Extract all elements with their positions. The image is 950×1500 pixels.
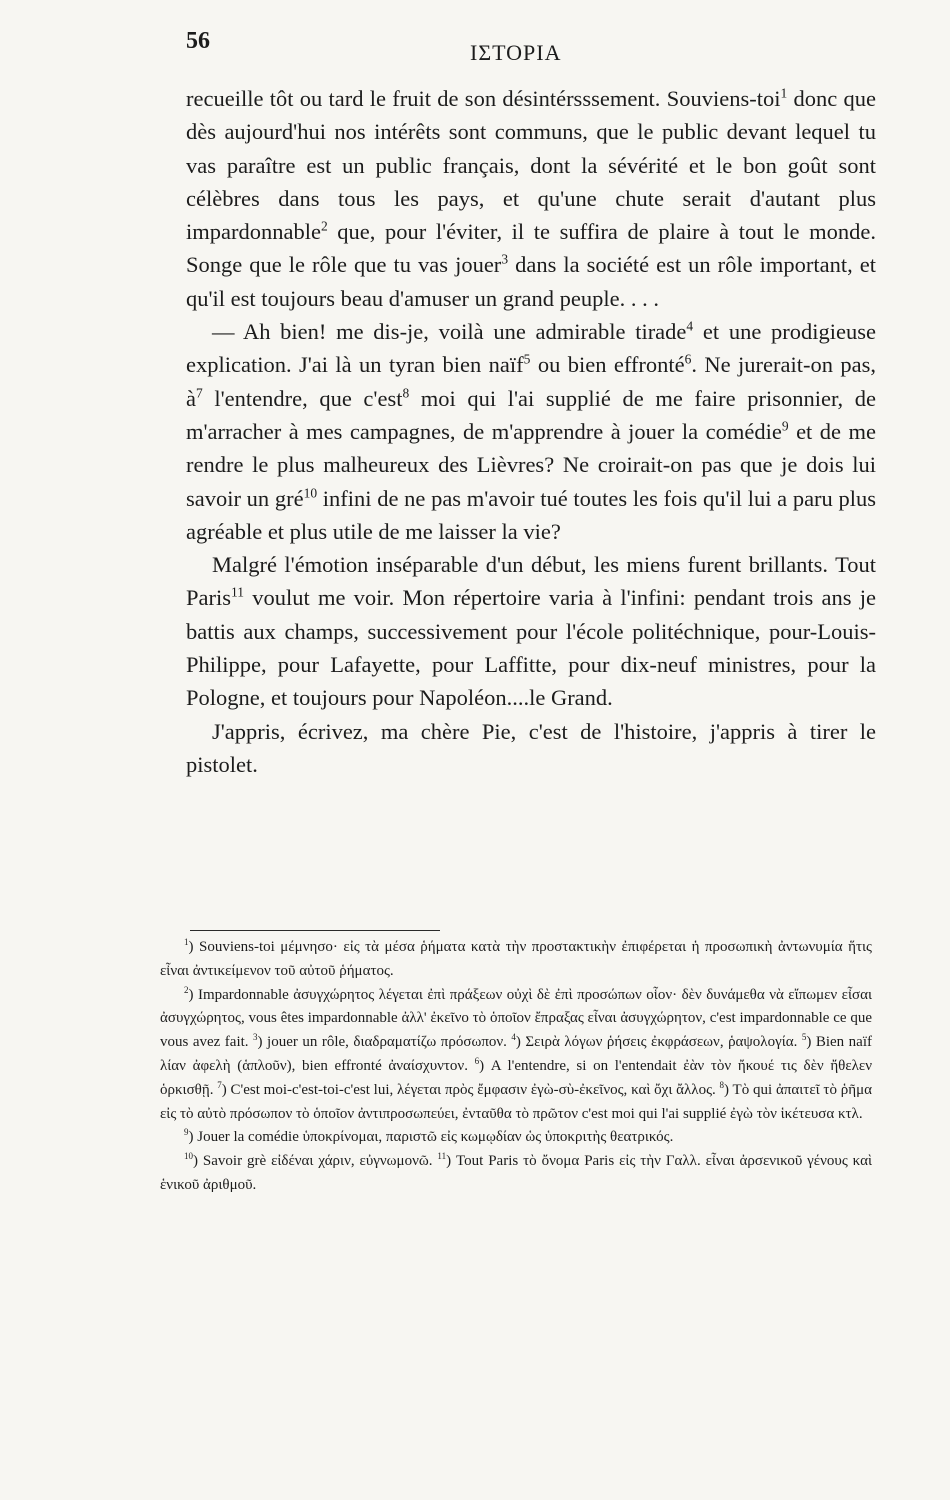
footnote-block-2	[160, 984, 872, 1127]
footnote-ref: 1	[780, 85, 788, 101]
text-run: moi qui l'ai supplié de me faire prisonnier, de m'arracher à mes campagnes, de m'apprendre à jouer la comédie	[186, 385, 876, 444]
text-run: et de me rendre le plus malheureux des Lièvres? Ne croirait-on pas que je dois lui savoir un gré	[186, 418, 876, 511]
footnote-block-4	[160, 1150, 872, 1198]
footnote-number: 9	[184, 1127, 189, 1138]
footnote-text: ) Impardonnable ἀσυγχώρητος λέγεται ἐπὶ πράξεων οὐχὶ δὲ ἐπὶ προσώπων οἷον· δὲν δυνάμεθα νὰ εἴπωμεν εἶσαι ἀσυγχώρητος, vous êtes impardonnable ἀλλ' ἐκεῖνο τὸ ὁποῖον ἔπραξας εἶναι ἀσυγχώρητον, c'est impardonnable ce que vous avez fait.	[160, 986, 872, 1051]
text-run: recueille tôt ou tard le fruit de son désintérsssement. Souviens-toi	[186, 86, 781, 111]
text-run: — Ah bien! me dis-je, voilà une admirable tirade	[212, 319, 687, 345]
text-run: donc que dès aujourd'hui nos intérêts sont communs, que le public devant lequel tu vas paraître est un public français, dont la sévérité et le bon goût sont célèbres dans tous les pays, et qu'une chute serait d'autant plus impardonnable	[186, 86, 876, 245]
text-run: et une prodigieuse explication. J'ai là un tyran bien naïf	[186, 319, 876, 378]
footnote-ref: 11	[231, 584, 244, 600]
footnote-text: ) Jouer la comédie ὑποκρίνομαι, παριστῶ εἰς κωμῳδίαν ὡς ὑποκριτὴς θεατρικός.	[188, 1129, 674, 1146]
footnote-number: 5	[801, 1032, 807, 1043]
footnote-ref: 3	[501, 251, 509, 267]
footnote-text: ) Souviens-toi μέμνησο· εἰς τὰ μέσα ῥήματα κατὰ τὴν προστακτικὴν ἐπιφέρεται ἡ προσωπικὴ ἀντωνυμία ἥτις εἶναι ἀντικείμενον τοῦ αὐτοῦ ῥήματος.	[160, 939, 872, 979]
footnote-text: ) jouer un rôle, διαδραματίζω πρόσωπον.	[257, 1034, 512, 1051]
text-run: l'entendre, que c'est	[202, 385, 403, 411]
footnote-text: ) C'est moi-c'est-toi-c'est lui, λέγεται πρὸς ἔμφασιν ἐγὼ-σὺ-ἐκεῖνος, καὶ ὄχι ἄλλος.	[221, 1081, 720, 1098]
footnote-ref: 5	[523, 351, 531, 367]
text-run: voulut me voir. Mon répertoire varia à l'infini: pendant trois ans je battis aux champs, successivement pour l'école politéchnique, pour-Louis-Philippe, pour Lafayette, pour Laffitte, pour dix-neuf ministres, pour la Pologne, et toujours pour Napoléon....le Grand.	[186, 585, 876, 711]
footnote-ref: 2	[320, 218, 328, 234]
footnote-number: 3	[253, 1032, 258, 1043]
text-run: dans la société est un rôle important, et qu'il est toujours beau d'amuser un grand peuple. . . .	[186, 252, 876, 311]
footnote-number: 1	[184, 937, 189, 947]
footnote-ref: 10	[303, 485, 318, 501]
footnote-rule	[190, 930, 440, 931]
paragraph-1	[186, 82, 876, 315]
running-head: ΙΣΤΟΡΙΑ	[470, 40, 562, 65]
text-run: ou bien effronté	[530, 352, 685, 378]
footnote-text: ) Σειρὰ λόγων ῥήσεις ἐκφράσεων, ῥαψολογία.	[515, 1034, 802, 1051]
footnote-text: ) A l'entendre, si on l'entendait ἐὰν τὸν ἤκουέ τις δὲν ἤθελεν ὁρκισθῇ.	[160, 1057, 873, 1098]
footnote-number: 7	[217, 1079, 222, 1090]
text-run: infini de ne pas m'avoir tué toutes les fois qu'il lui a paru plus agréable et plus utile de me laisser la vie?	[186, 485, 876, 544]
footnote-text: ) Bien naïf λίαν ἀφελὴ (ἁπλοῦν), bien effronté ἀναίσχυντον.	[160, 1034, 872, 1074]
footnote-ref: 6	[684, 351, 692, 367]
footnote-number: 6	[474, 1055, 480, 1066]
footnote-number: 2	[184, 984, 189, 995]
footnote-text: ) Τὸ qui ἀπαιτεῖ τὸ ῥῆμα εἰς τὸ αὐτὸ πρόσωπον τὸ ὁποῖον ἀντιπροσωπεύει, ἐνταῦθα τὸ πρῶτον c'est moi qui l'ai supplié ἐγὼ τὸν ἱκέτευσα κτλ.	[160, 1081, 872, 1122]
footnote-block-3	[160, 1126, 872, 1150]
footnote-text: ) Tout Paris τὸ ὄνομα Paris εἰς τὴν Γαλλ. εἶναι ἀρσενικοῦ γένους καὶ ἑνικοῦ ἀριθμοῦ.	[160, 1153, 873, 1193]
footnote-ref: 7	[196, 385, 203, 401]
footnote-number: 4	[511, 1032, 516, 1043]
paragraph-2	[186, 315, 876, 548]
paragraph-3	[186, 548, 876, 714]
footnote-ref: 4	[686, 318, 694, 334]
footnote-ref: 9	[781, 418, 789, 434]
footnote-number: 10	[184, 1151, 193, 1162]
footnotes	[160, 936, 872, 1198]
text-run: Malgré l'émotion inséparable d'un début, les miens furent brillants. Tout Paris	[186, 552, 876, 611]
footnote-ref: 8	[402, 385, 410, 401]
footnote-number: 11	[437, 1151, 447, 1162]
footnote-number: 8	[719, 1079, 725, 1090]
footnote-block-1	[160, 936, 872, 984]
footnote-text: ) Savoir grè εἰδέναι χάριν, εὐγνωμονῶ.	[193, 1153, 438, 1170]
page-number: 56	[186, 28, 210, 54]
text-run: . Ne jurerait-on pas, à	[186, 352, 876, 411]
text-run: que, pour l'éviter, il te suffira de plaire à tout le monde. Songe que le rôle que tu vas jouer	[186, 219, 876, 278]
paragraph-4: J'appris, écrivez, ma chère Pie, c'est de l'histoire, j'appris à tirer le pistolet.	[186, 718, 876, 777]
main-text	[186, 82, 876, 781]
